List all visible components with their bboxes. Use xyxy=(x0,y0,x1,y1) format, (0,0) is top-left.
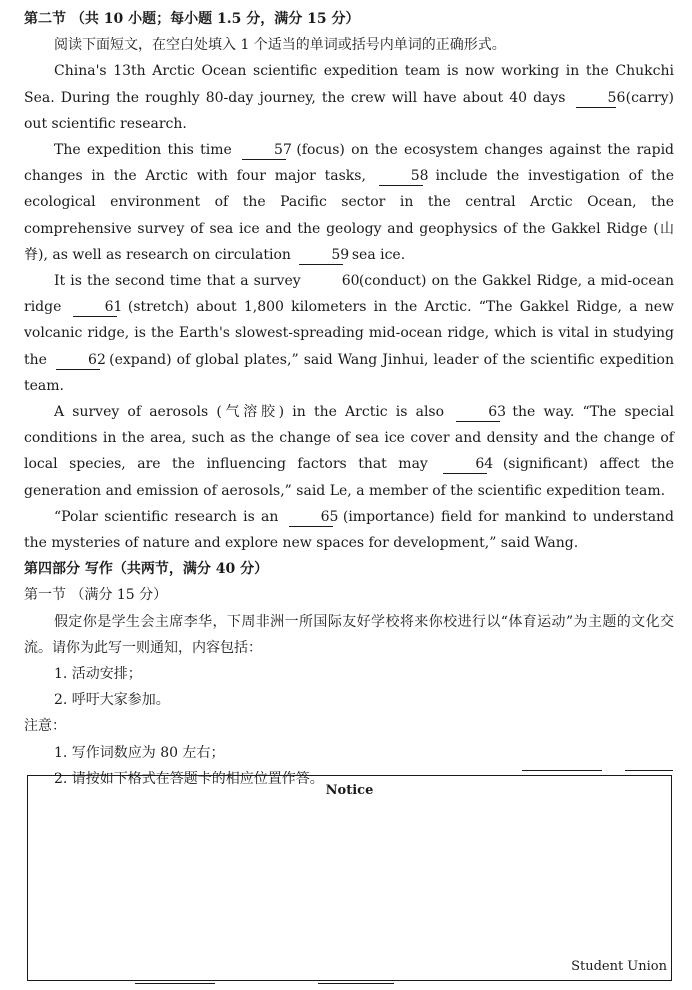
passage-text: China's 13th Arctic Ocean scientific expedition team is now working in the Chukchi Sea. During the roughly 80-day journey, the crew will have about 40 days xyxy=(24,63,674,106)
divider-line xyxy=(135,983,215,984)
passage-paragraph-2 xyxy=(24,137,674,268)
passage-text: It is the second time that a survey xyxy=(54,273,301,290)
content-item-1: 1. 活动安排； xyxy=(54,666,142,683)
passage-text: (stretch) about 1,800 kilometers in the Arctic. “The Gakkel Ridge, a new volcanic ridge, is the Earth's slowest-spreading mid-ocean ridge, which is vital in studying the xyxy=(24,299,675,368)
blank-57: 57 xyxy=(242,141,286,160)
part-4-heading: 第四部分 写作（共两节，满分 40 分） xyxy=(24,561,269,578)
notice-signature: Student Union xyxy=(571,958,667,974)
passage-text: The expedition this time xyxy=(54,142,232,159)
notice-title: Notice xyxy=(325,783,374,798)
passage-paragraph-3 xyxy=(24,268,674,399)
passage-text: include the investigation of the ecological environment of the Pacific sector in the central Arctic Ocean, the comprehensive survey of sea ice and the geology and geophysics of the Gakkel Ridge (山脊), as well as research on circulation xyxy=(24,168,674,263)
passage-paragraph-4 xyxy=(24,399,674,504)
blank-62: 62 xyxy=(56,351,100,370)
blank-63: 63 xyxy=(456,403,500,422)
section-2-heading: 第二节 （共 10 小题；每小题 1.5 分，满分 15 分） xyxy=(24,11,360,27)
blank-56: 56 xyxy=(576,89,616,108)
divider-line xyxy=(318,983,394,984)
passage-text: (conduct) on the Gakkel Ridge, a mid-ocean ridge xyxy=(24,273,675,316)
writing-prompt: 假定你是学生会主席李华，下周非洲一所国际友好学校将来你校进行以“体育运动”为主题的文化交流。请你为此写一则通知，内容包括： xyxy=(24,613,674,656)
passage-paragraph-5 xyxy=(24,504,674,556)
note-label: 注意： xyxy=(24,718,66,735)
divider-line xyxy=(522,770,602,771)
blank-64: 64 xyxy=(443,455,487,474)
passage-text: (focus) on the ecosystem changes against the rapid changes in the Arctic with four major tasks, xyxy=(24,142,675,185)
blank-60: 60 xyxy=(341,273,360,290)
passage-text: (importance) field for mankind to understand the mysteries of nature and explore new spaces for development,” said Wang. xyxy=(24,508,675,552)
divider-line xyxy=(625,770,673,771)
blank-59: 59 xyxy=(299,246,343,265)
section-2-instruction: 阅读下面短文，在空白处填入 1 个适当的单词或括号内单词的正确形式。 xyxy=(54,37,506,54)
part-4-sub-heading: 第一节 （满分 15 分） xyxy=(24,587,168,604)
content-item-2: 2. 呼吁大家参加。 xyxy=(54,692,170,709)
blank-61: 61 xyxy=(73,298,117,317)
passage-text: (expand) of global plates,” said Wang Jinhui, leader of the scientific expedition team. xyxy=(24,351,675,394)
answer-notice-box xyxy=(27,775,672,981)
exam-page xyxy=(24,6,674,792)
passage-text: “Polar scientific research is an xyxy=(54,508,279,525)
passage-text: (carry) out scientific research. xyxy=(24,89,675,132)
blank-58: 58 xyxy=(379,167,423,186)
passage-text: sea ice. xyxy=(351,246,406,263)
note-item-2: 2. 请按如下格式在答题卡的相应位置作答。 xyxy=(54,770,324,787)
note-item-1: 1. 写作词数应为 80 左右； xyxy=(54,744,225,761)
passage-text: (significant) affect the generation and emission of aerosols,” said Le, a member of the scientific expedition team. xyxy=(24,456,674,499)
passage-text: A survey of aerosols (气溶胶) in the Arctic is also xyxy=(54,404,445,421)
blank-65: 65 xyxy=(289,508,333,527)
passage-paragraph-1 xyxy=(24,58,674,137)
passage-text: the way. “The special conditions in the area, such as the change of sea ice cover and density and the change of local species, are the influencing factors that may xyxy=(24,404,675,473)
